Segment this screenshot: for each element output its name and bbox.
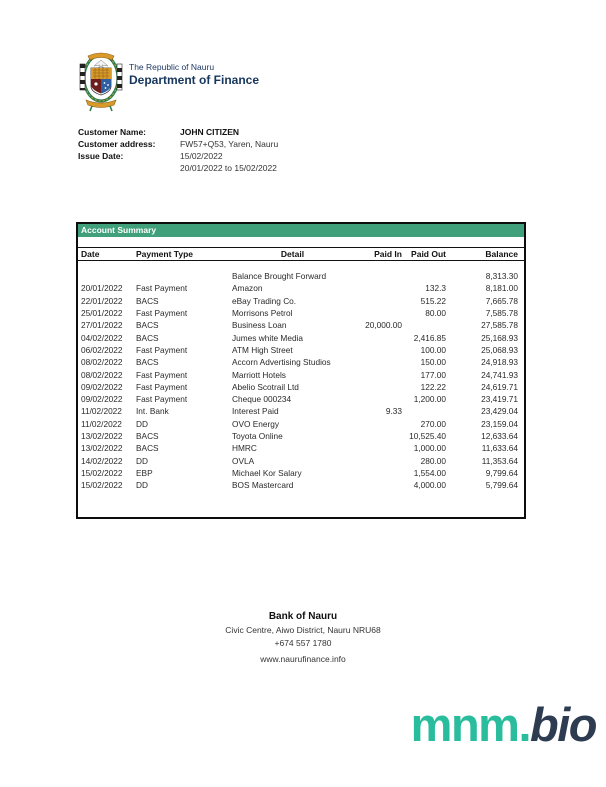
cell-date: 08/02/2022: [81, 357, 123, 368]
customer-address-label: Customer address:: [78, 139, 156, 149]
table-row: [78, 430, 524, 442]
table-row: [78, 381, 524, 393]
table-row: [78, 442, 524, 454]
cell-payment-type: EBP: [136, 467, 153, 478]
cell-detail: Amazon: [232, 283, 263, 294]
document-header: [78, 48, 259, 112]
cell-date: 09/02/2022: [81, 381, 123, 392]
cell-balance: 8,313.30: [485, 271, 518, 282]
customer-info-block: [78, 126, 278, 174]
cell-paid-out: 122.22: [420, 381, 446, 392]
table-spacer: [78, 261, 524, 270]
cell-detail: Marriott Hotels: [232, 369, 286, 380]
cell-paid-out: 10,525.40: [409, 431, 446, 441]
cell-payment-type: BACS: [136, 443, 159, 454]
issue-date-label: Issue Date:: [78, 151, 124, 161]
cell-detail: Business Loan: [232, 320, 287, 331]
cell-detail: Jumes white Media: [232, 332, 304, 343]
watermark-prefix: mnm.: [410, 698, 531, 751]
table-row: [78, 467, 524, 479]
cell-date: 11/02/2022: [81, 418, 122, 429]
table-row: [78, 295, 524, 307]
cell-date: 13/02/2022: [81, 443, 123, 454]
cell-balance: 23,429.04: [481, 406, 518, 417]
cell-date: 20/01/2022: [81, 283, 123, 294]
cell-balance: 8,181.00: [485, 283, 518, 294]
cell-payment-type: DD: [136, 455, 148, 466]
cell-balance: 5,799.64: [485, 480, 518, 491]
bank-footer: [0, 611, 606, 664]
cell-date: 08/02/2022: [81, 369, 123, 380]
statement-period-value: 20/01/2022 to 15/02/2022: [180, 163, 277, 173]
cell-paid-out: 1,554.00: [413, 467, 446, 478]
cell-date: 09/02/2022: [81, 394, 123, 405]
cell-paid-out: 4,000.00: [413, 480, 446, 491]
cell-paid-out: 515.22: [420, 295, 446, 306]
customer-name-row: [78, 126, 278, 138]
account-summary-title-bar: Account Summary: [78, 224, 524, 237]
cell-date: 13/02/2022: [81, 431, 123, 441]
shield: [91, 68, 111, 95]
column-header-type: Payment Type: [136, 249, 194, 259]
cell-balance: 24,741.93: [481, 369, 518, 380]
customer-address-value: FW57+Q53, Yaren, Nauru: [180, 139, 279, 149]
cell-date: 06/02/2022: [81, 344, 123, 355]
cell-detail: HMRC: [232, 443, 257, 454]
table-header-row: [78, 247, 524, 261]
customer-address-row: [78, 138, 278, 150]
cell-payment-type: Fast Payment: [136, 381, 188, 392]
cell-paid-out: 100.00: [420, 344, 446, 355]
column-header-paid-out: Paid Out: [411, 249, 446, 259]
customer-name-label: Customer Name:: [78, 127, 147, 137]
table-spacer: [78, 237, 524, 247]
cell-payment-type: DD: [136, 480, 148, 491]
column-header-balance: Balance: [485, 249, 518, 259]
cell-date: 22/01/2022: [81, 295, 123, 306]
cell-detail: OVLA: [232, 455, 255, 466]
cell-balance: 11,353.64: [481, 455, 518, 466]
table-row: [78, 270, 524, 282]
cell-payment-type: Fast Payment: [136, 308, 188, 319]
cell-paid-out: 177.00: [420, 369, 446, 380]
cell-detail: OVO Energy: [232, 418, 280, 429]
cell-date: 27/01/2022: [81, 320, 123, 331]
table-body: [78, 270, 524, 491]
table-row: [78, 454, 524, 466]
cell-payment-type: DD: [136, 418, 148, 429]
cell-paid-out: 132.3: [425, 283, 446, 294]
table-row: [78, 344, 524, 356]
cell-balance: 11,633.64: [481, 443, 518, 454]
cell-paid-out: 1,000.00: [413, 443, 446, 454]
cell-paid-out: 1,200.00: [413, 394, 446, 405]
cell-payment-type: BACS: [136, 357, 159, 368]
cell-payment-type: Fast Payment: [136, 344, 188, 355]
cell-paid-out: 80.00: [425, 308, 446, 319]
customer-name-value: JOHN CITIZEN: [180, 127, 240, 137]
cell-payment-type: BACS: [136, 295, 159, 306]
cell-paid-out: 280.00: [420, 455, 446, 466]
cell-balance: 7,585.78: [485, 308, 518, 319]
cell-balance: 27,585.78: [481, 320, 518, 331]
bank-phone: +674 557 1780: [274, 638, 332, 648]
table-row: [78, 319, 524, 331]
cell-detail: Interest Paid: [232, 406, 279, 417]
bank-website: www.naurufinance.info: [260, 654, 346, 664]
table-row: [78, 368, 524, 380]
cell-paid-in: 20,000.00: [365, 320, 402, 331]
table-row: [78, 307, 524, 319]
cell-balance: 25,068.93: [481, 344, 518, 355]
column-header-paid-in: Paid In: [374, 249, 402, 259]
cell-payment-type: BACS: [136, 332, 159, 343]
cell-balance: 23,419.71: [481, 394, 518, 405]
table-row: [78, 418, 524, 430]
cell-detail: Toyota Online: [232, 431, 283, 441]
cell-detail: eBay Trading Co.: [232, 295, 297, 306]
bank-name: Bank of Nauru: [268, 611, 338, 622]
cell-balance: 24,918.93: [481, 357, 518, 368]
column-header-detail: Detail: [280, 249, 305, 259]
cell-payment-type: Int. Bank: [136, 406, 169, 417]
watermark-suffix: bio: [530, 698, 596, 751]
cell-balance: 12,633.64: [481, 431, 518, 441]
issue-date-value: 15/02/2022: [180, 151, 223, 161]
cell-paid-out: 150.00: [420, 357, 446, 368]
cell-detail: Abelio Scotrail Ltd: [232, 381, 299, 392]
nauru-coat-of-arms-logo: [78, 48, 124, 112]
table-row: [78, 282, 524, 294]
cell-date: 11/02/2022: [81, 406, 122, 417]
table-row: [78, 479, 524, 491]
cell-detail: Morrisons Petrol: [232, 308, 293, 319]
cell-payment-type: BACS: [136, 320, 159, 331]
cell-balance: 25,168.93: [481, 332, 518, 343]
table-row: [78, 405, 524, 417]
cell-detail: Balance Brought Forward: [232, 271, 327, 282]
cell-balance: 23,159.04: [481, 418, 518, 429]
cell-date: 25/01/2022: [81, 308, 123, 319]
cell-date: 14/02/2022: [81, 455, 123, 466]
statement-period-row: [78, 162, 278, 174]
cell-paid-in: 9.33: [385, 406, 402, 417]
cell-paid-out: 270.00: [420, 418, 446, 429]
cell-date: 04/02/2022: [81, 332, 123, 343]
cell-balance: 24,619.71: [481, 381, 518, 392]
cell-detail: BOS Mastercard: [232, 480, 294, 491]
cell-detail: Accorn Advertising Studios: [232, 357, 331, 368]
issue-date-row: [78, 150, 278, 162]
column-header-date: Date: [81, 249, 100, 259]
mnm-bio-watermark: [411, 699, 596, 751]
cell-detail: Cheque 000234: [232, 394, 292, 405]
cell-balance: 7,665.78: [485, 295, 518, 306]
cell-paid-out: 2,416.85: [413, 332, 446, 343]
department-name: Department of Finance: [129, 73, 260, 87]
cell-payment-type: Fast Payment: [136, 283, 188, 294]
cell-payment-type: Fast Payment: [136, 369, 188, 380]
cell-payment-type: Fast Payment: [136, 394, 188, 405]
country-name: The Republic of Nauru: [129, 62, 215, 72]
cell-payment-type: BACS: [136, 431, 159, 441]
cell-detail: ATM High Street: [232, 344, 293, 355]
bank-address: Civic Centre, Aiwo District, Nauru NRU68: [225, 625, 381, 635]
cell-date: 15/02/2022: [81, 480, 123, 491]
cell-detail: Michael Kor Salary: [232, 467, 302, 478]
cell-balance: 9,799.64: [485, 467, 518, 478]
table-row: [78, 331, 524, 343]
account-summary-table: [76, 222, 526, 519]
table-row: [78, 393, 524, 405]
cell-date: 15/02/2022: [81, 467, 123, 478]
table-row: [78, 356, 524, 368]
